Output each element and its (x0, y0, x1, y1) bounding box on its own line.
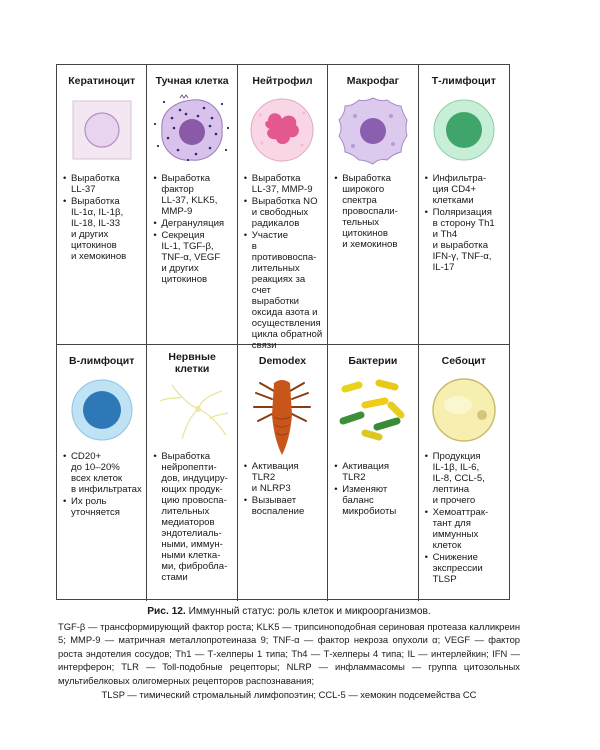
list-item: • Их роль уточняется (63, 496, 142, 518)
figure-title (58, 605, 520, 619)
cell-title: Т-лимфоцит (431, 75, 496, 87)
list-item: • Изменяют баланс микробиоты (334, 484, 413, 517)
cell-items (238, 461, 327, 518)
cell-macrophage (328, 65, 418, 345)
list-item: • Выработка LL-37 (63, 173, 142, 195)
figure-title-text: Иммунный статус: роль клеток и микроорганизмов. (185, 606, 431, 617)
abbreviations-text: TGF-β — трансформирующий фактор роста; KLK5 — трипсиноподобная сериновая протеаза калликреин 5; MMP-9 — матричная металлопротеиназа 9; TNF-α — фактор некроза опухоли α; VEGF — фактор роста эндотелия сосудов; Th1 — Т-хелперы 1 типа; Th4 — Т-хелперы 4 типа; IL — интерлейкин; IFN — интерферон; TLR — Toll-подобные рецепторы; NLRP — инфламмасомы — группа цитозольных мультибелковых олигомерных рецепторов распознавания; (58, 620, 520, 686)
cell-keratinocyte (57, 65, 147, 345)
list-item: • Продукция IL-1β, IL-6, IL-8, CCL-5, лептина и прочего (425, 451, 505, 506)
cell-title: Макрофаг (346, 75, 399, 87)
list-item: • CD20+ до 10–20% всех клеток в инфильтратах (63, 451, 142, 495)
list-item: • Хемоаттрак- тант для иммунных клеток (425, 507, 505, 551)
cell-items (57, 173, 146, 263)
mast-cell-icon (147, 95, 236, 165)
list-item: • Секреция IL-1, TGF-β, TNF-α, VEGF и других цитокинов (153, 230, 232, 285)
cell-items (147, 451, 236, 584)
list-item: • Активация TLR2 (334, 461, 413, 483)
neutrophil-icon (238, 95, 327, 165)
list-item: • Поляризация в сторону Th1 и Th4 и выработка IFN-γ, TNF-α, IL-17 (425, 207, 505, 273)
cell-t-lymphocyte (419, 65, 509, 345)
list-item: • Выработка фактор LL-37, KLK5, MMP-9 (153, 173, 232, 217)
keratinocyte-icon (57, 95, 146, 165)
cell-items (328, 461, 417, 518)
list-item: • Выработка LL-37, MMP-9 (244, 173, 323, 195)
bacteria-icon (328, 375, 417, 445)
cell-title: Себоцит (441, 355, 486, 367)
cell-title: Тучная клетка (155, 75, 229, 87)
list-item: • Выработка NO и свободных радикалов (244, 196, 323, 229)
cell-bacteria (328, 345, 418, 601)
list-item: • Выработка широкого спектра провоспали- тельных цитокинов и хемокинов (334, 173, 413, 250)
figure-label: Рис. 12. (147, 606, 186, 617)
list-item: • Инфильтра- ция CD4+ клетками (425, 173, 505, 206)
cell-items (419, 173, 509, 274)
cell-sebocyte (419, 345, 509, 601)
figure-caption (58, 605, 520, 701)
cell-mast-cell (147, 65, 237, 345)
cell-items (57, 451, 146, 519)
t-lymphocyte-icon (419, 95, 509, 165)
list-item: • Выработка нейропепти- дов, индуциру- ющих продук- цию провоспа- лительных медиаторов эндотелиаль- ными, иммун- ными клетка- ми, фибробла- стами (153, 451, 232, 583)
cell-items (147, 173, 236, 286)
cell-items (419, 451, 509, 586)
sebocyte-icon (419, 375, 509, 445)
list-item: • Дегрануляция (153, 218, 232, 229)
list-item: • Вызывает воспаление (244, 495, 323, 517)
cell-b-lymphocyte (57, 345, 147, 601)
cell-title: Нервные клетки (168, 351, 216, 375)
cell-title: Кератиноцит (68, 75, 136, 87)
macrophage-icon (328, 95, 417, 165)
b-lymphocyte-icon (57, 375, 146, 445)
cell-title: Demodex (258, 355, 307, 367)
cell-title: Бактерии (348, 355, 398, 367)
list-item: • Участие в противовоспа- лительных реакциях за счет выработки оксида азота и осуществления цикла обратной связи (244, 230, 323, 351)
cell-neutrophil (238, 65, 328, 351)
cell-title: Нейтрофил (252, 75, 313, 87)
cell-nerve-cells (147, 345, 237, 601)
demodex-icon (238, 375, 327, 445)
list-item: • Выработка IL-1α, IL-1β, IL-18, IL-33 и других цитокинов и хемокинов (63, 196, 142, 262)
cell-items (238, 173, 327, 352)
cell-title: B-лимфоцит (69, 355, 135, 367)
list-item: • Активация TLR2 и NLRP3 (244, 461, 323, 494)
cell-demodex (238, 345, 328, 601)
list-item: • Снижение экспрессии TLSP (425, 552, 505, 585)
nerve-cell-icon (147, 375, 236, 445)
cells-table (56, 64, 510, 600)
abbreviations-last-line: TLSP — тимический стромальный лимфопоэтин; CCL-5 — хемокин подсемейства CC (101, 688, 477, 700)
cell-items (328, 173, 417, 251)
